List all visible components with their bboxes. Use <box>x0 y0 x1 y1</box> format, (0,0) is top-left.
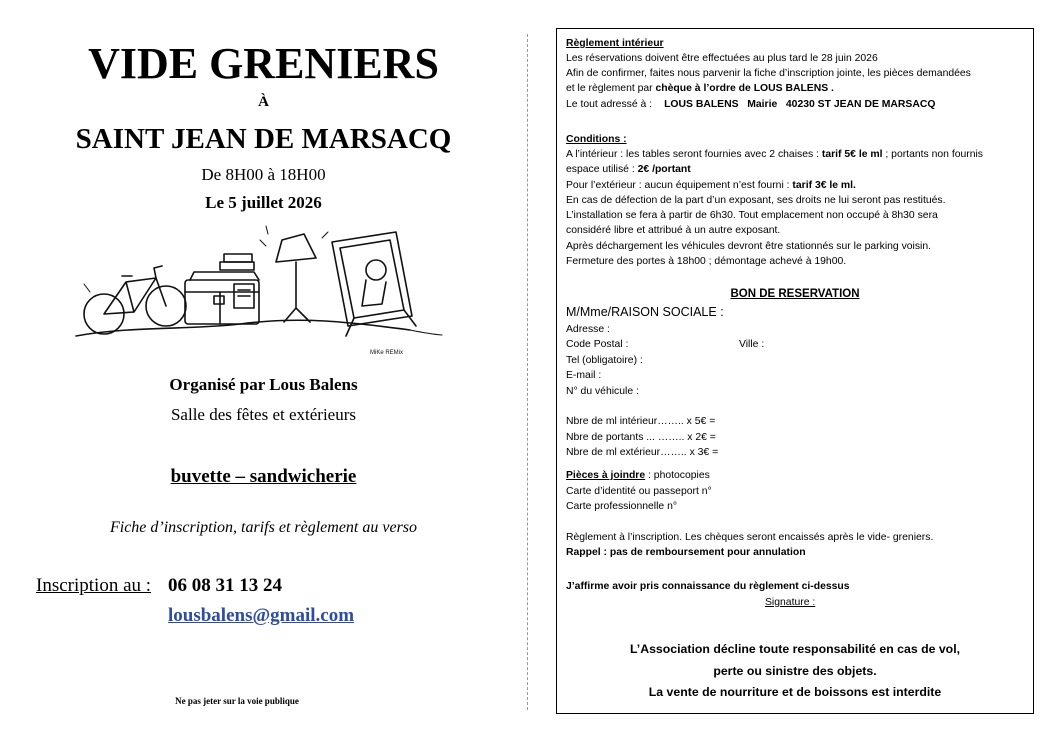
ml-interieur-field[interactable]: Nbre de ml intérieur…….. x 5€ = <box>566 416 716 427</box>
email-link[interactable]: lousbalens@gmail.com <box>168 605 355 626</box>
portants-field[interactable]: Nbre de portants ... …….. x 2€ = <box>566 432 716 443</box>
adresse-field[interactable]: Adresse : <box>566 324 610 335</box>
disclaimer-line: L’Association décline toute responsabilité en cas de vol, <box>629 642 961 656</box>
raison-sociale-field[interactable]: M/Mme/RAISON SOCIALE : <box>566 305 724 319</box>
picture-frame-icon <box>332 232 416 336</box>
flyer-title: VIDE GRENIERS <box>88 39 439 88</box>
condition-line: En cas de défection de la part d’un exposant, ses droits ne lui seront pas restitués. <box>566 195 946 206</box>
flyer-date: Le 5 juillet 2026 <box>205 193 322 212</box>
rappel-note: Rappel : pas de remboursement pour annulation <box>566 547 806 558</box>
fold-divider <box>527 34 528 710</box>
reglement-heading: Règlement intérieur <box>566 38 664 49</box>
inscription-label: Inscription au : <box>36 575 152 596</box>
carte-pro-field[interactable]: Carte professionnelle n° <box>566 501 678 512</box>
bicycle-icon <box>84 266 186 334</box>
ml-exterieur-field[interactable]: Nbre de ml extérieur…….. x 3€ = <box>566 447 719 458</box>
pieces-heading: Pièces à joindre : photocopies <box>566 470 710 481</box>
rules-and-reservation-panel <box>556 28 1034 714</box>
tel-field[interactable]: Tel (obligatoire) : <box>566 355 643 366</box>
illustration-signature: MiKe REMix <box>370 350 404 356</box>
condition-line: Pour l’extérieur : aucun équipement n’est fourni : tarif 3€ le ml. <box>566 180 856 191</box>
signature-field[interactable]: Signature : <box>765 597 816 608</box>
lamp-icon <box>260 226 328 322</box>
condition-line: L’installation se fera à partir de 6h30. Tout emplacement non occupé à 8h30 sera <box>566 210 938 221</box>
reglement-line: Afin de confirmer, faites nous parvenir la fiche d’inscription jointe, les pièces demandées <box>566 68 971 79</box>
condition-line: espace utilisé : 2€ /portant <box>566 164 691 175</box>
flea-market-illustration <box>70 218 455 363</box>
phone-number: 06 08 31 13 24 <box>168 575 282 596</box>
flyer-organizer: Organisé par Lous Balens <box>169 375 358 394</box>
reglement-address: Le tout adressé à : LOUS BALENS Mairie 40230 ST JEAN DE MARSACQ <box>566 99 936 110</box>
flyer-hours: De 8H00 à 18H00 <box>201 165 326 184</box>
condition-line: A l’intérieur : les tables seront fournies avec 2 chaises : tarif 5€ le ml ; portants non fournis <box>566 149 984 160</box>
vehicule-field[interactable]: N° du véhicule : <box>566 386 639 397</box>
reglement-line: et le règlement par chèque à l’ordre de LOUS BALENS . <box>566 83 834 94</box>
piece-identite-field[interactable]: Carte d’identité ou passeport n° <box>566 486 712 497</box>
flyer-buvette: buvette – sandwicherie <box>170 466 357 487</box>
footer-note: Ne pas jeter sur la voie publique <box>175 696 299 706</box>
reglement-note: Règlement à l’inscription. Les chèques seront encaissés après le vide- greniers. <box>566 532 934 543</box>
cheque-order: chèque à l’ordre de LOUS BALENS . <box>655 83 834 94</box>
code-postal-field[interactable]: Code Postal : <box>566 339 629 350</box>
ville-field[interactable]: Ville : <box>739 339 765 350</box>
bon-heading: BON DE RESERVATION <box>730 288 860 300</box>
affirmation: J’affirme avoir pris connaissance du règlement ci-dessus <box>566 581 850 592</box>
flyer-venue: Salle des fêtes et extérieurs <box>170 405 357 424</box>
trunk-icon <box>185 254 259 324</box>
email-field[interactable]: E-mail : <box>566 370 602 381</box>
flyer-town: SAINT JEAN DE MARSACQ <box>75 123 452 155</box>
condition-line: Fermeture des portes à 18h00 ; démontage achevé à 19h00. <box>566 256 847 267</box>
condition-line: considéré libre et attribué à un autre exposant. <box>566 225 781 236</box>
reglement-line: Les réservations doivent être effectuées au plus tard le 28 juin 2026 <box>566 53 878 64</box>
conditions-heading: Conditions : <box>566 134 627 145</box>
flyer-a: À <box>258 94 269 110</box>
condition-line: Après déchargement les véhicules devront être stationnés sur le parking voisin. <box>566 241 932 252</box>
disclaimer-line: La vente de nourriture et de boissons est interdite <box>648 685 942 699</box>
flyer-fiche-note: Fiche d’inscription, tarifs et règlement au verso <box>109 519 418 536</box>
disclaimer-line: perte ou sinistre des objets. <box>713 664 877 678</box>
